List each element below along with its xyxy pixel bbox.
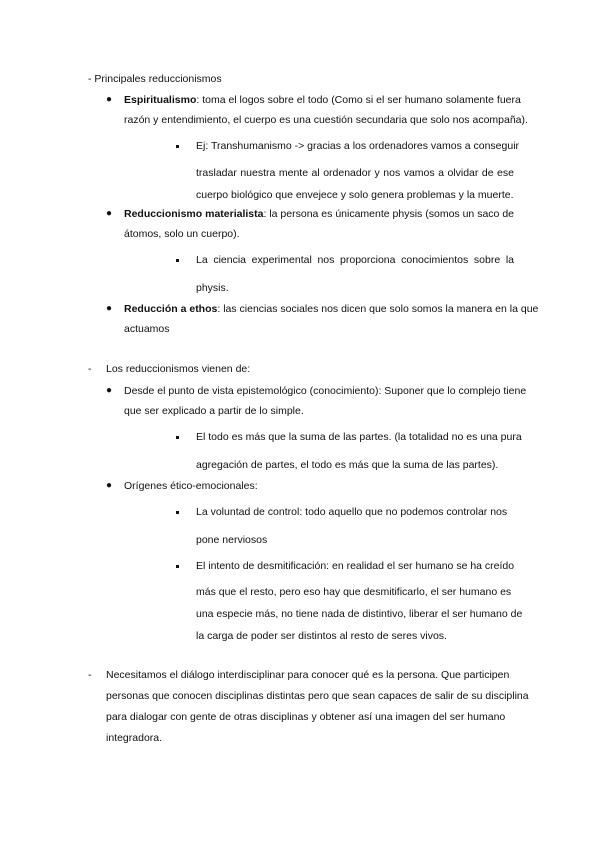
sub-item-todo: El todo es más que la suma de las partes. (la totalidad no es una pura (196, 431, 522, 443)
paragraph-line: la carga de poder ser distintos al resto de seres vivos. (196, 630, 447, 642)
square-bullet-icon (176, 259, 179, 262)
bullet-icon: ● (106, 385, 113, 396)
bullet-icon: ● (106, 303, 113, 314)
paragraph-line: más que el resto, pero eso hay que desmitificarlo, el ser humano es (196, 586, 512, 598)
definition-ethos: : las ciencias sociales nos dicen que solo somos la manera en la que (217, 303, 539, 315)
section-heading: Los reduccionismos vienen de: (106, 363, 251, 375)
definition-espiritualismo: : toma el logos sobre el todo (Como si el ser humano solamente fuera (196, 94, 521, 106)
paragraph-line: pone nerviosos (196, 534, 268, 546)
paragraph-line: razón y entendimiento, el cuerpo es una cuestión secundaria que solo nos acompaña). (124, 114, 528, 126)
list-item-ethos (124, 302, 539, 316)
sub-item-desmitificacion: El intento de desmitificación: en realidad el ser humano se ha creído (196, 560, 515, 572)
list-item-materialista (124, 207, 514, 221)
paragraph-line: physis. (196, 282, 229, 294)
paragraph-line: trasladar nuestra mente al ordenador y nos vamos a olvidar de ese (196, 167, 514, 179)
term-ethos: Reducción a ethos (124, 303, 218, 315)
paragraph-interdisciplinar: Necesitamos el diálogo interdisciplinar para conocer qué es la persona. Que participen (106, 669, 510, 681)
square-bullet-icon (176, 511, 179, 514)
section-heading: - Principales reduccionismos (88, 73, 222, 85)
paragraph-line: integradora. (106, 732, 163, 744)
square-bullet-icon (176, 565, 179, 568)
paragraph-line: cuerpo biológico que envejece y solo genera problemas y la muerte. (196, 189, 514, 201)
paragraph-line: actuamos (124, 323, 170, 335)
term-materialista: Reduccionismo materialista (124, 208, 264, 220)
paragraph-line: para dialogar con gente de otras disciplinas y obtener así una imagen del ser humano (106, 711, 506, 723)
dash-marker: - (88, 669, 92, 681)
bullet-icon: ● (106, 94, 113, 105)
dash-marker: - (88, 363, 92, 375)
list-item-espiritualismo (124, 93, 521, 107)
square-bullet-icon (176, 436, 179, 439)
square-bullet-icon (176, 145, 179, 148)
definition-materialista: : la persona es únicamente physis (somos un saco de (263, 208, 514, 220)
bullet-icon: ● (106, 480, 113, 491)
paragraph-line: personas que conocen disciplinas distintas pero que sean capaces de salir de su disciplina (106, 690, 529, 702)
sub-item-voluntad: La voluntad de control: todo aquello que no podemos controlar nos (196, 506, 508, 518)
paragraph-line: átomos, solo un cuerpo). (124, 228, 240, 240)
paragraph-line: que ser explicado a partir de lo simple. (124, 405, 304, 417)
paragraph-line: agregación de partes, el todo es más que la suma de las partes). (196, 459, 499, 471)
list-item-origenes: Orígenes ético-emocionales: (124, 480, 258, 492)
list-item-epistemologico: Desde el punto de vista epistemológico (conocimiento): Suponer que lo complejo tiene (124, 385, 527, 397)
paragraph-line: una especie más, no tiene nada de distintivo, liberar el ser humano de (196, 608, 523, 620)
bullet-icon: ● (106, 208, 113, 219)
sub-item-transhumanismo: Ej: Transhumanismo -> gracias a los ordenadores vamos a conseguir (196, 140, 520, 152)
sub-item-ciencia: La ciencia experimental nos proporciona conocimientos sobre la (196, 254, 514, 266)
term-espiritualismo: Espiritualismo (124, 94, 197, 106)
